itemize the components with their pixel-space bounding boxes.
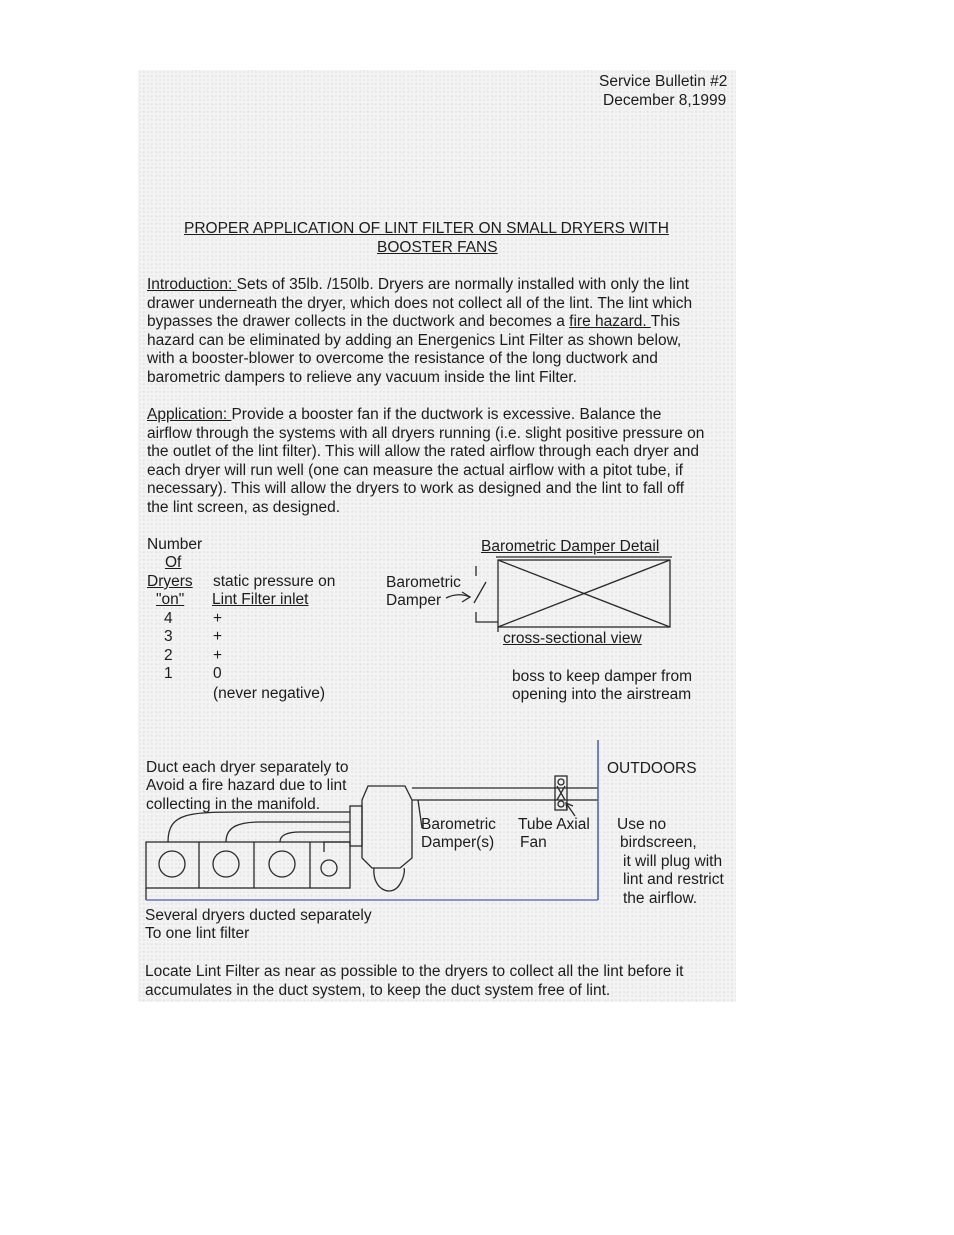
table-note: (never negative) <box>213 685 326 702</box>
birdscreen-note-1: Use no <box>617 816 667 833</box>
dryers-note-line-1: Several dryers ducted separately <box>145 907 372 924</box>
introduction-label: Introduction: <box>147 276 237 293</box>
table-cell-dryers: 4 <box>164 610 173 627</box>
application-line: the lint screen, as designed. <box>147 498 341 516</box>
bulletin-number: Service Bulletin #2 <box>599 73 728 90</box>
birdscreen-note-3: it will plug with <box>623 853 723 870</box>
damper-detail-title: Barometric Damper Detail <box>481 538 660 555</box>
damper-caption: cross-sectional view <box>503 630 642 647</box>
table-cell-pressure: + <box>213 647 223 664</box>
application-label: Application: <box>147 406 232 423</box>
closing-line: accumulates in the duct system, to keep the duct system free of lint. <box>145 981 611 999</box>
bulletin-date: December 8,1999 <box>603 92 727 109</box>
outdoors-label: OUTDOORS <box>607 760 697 777</box>
table-cell-dryers: 3 <box>164 628 173 645</box>
intro-line: This <box>650 313 681 331</box>
duct-note-line-3: collecting in the manifold. <box>146 796 321 813</box>
fire-hazard-text: fire hazard. <box>569 313 651 331</box>
table-head-on: "on" <box>156 591 185 608</box>
fan-label-1: Tube Axial <box>518 816 590 833</box>
intro-line: barometric dampers to relieve any vacuum inside the lint Filter. <box>147 368 577 386</box>
table-cell-pressure: + <box>213 628 223 645</box>
table-head-lint-filter-inlet: Lint Filter inlet <box>212 591 309 608</box>
intro-line: hazard can be eliminated by adding an Energenics Lint Filter as shown below, <box>147 331 682 349</box>
dryer-bank <box>146 842 598 900</box>
birdscreen-note-2: birdscreen, <box>620 834 697 851</box>
table-cell-pressure: + <box>213 610 223 627</box>
table-head-dryers: Dryers <box>147 573 193 590</box>
table-cell-dryers: 1 <box>164 665 173 682</box>
intro-line: bypasses the drawer collects in the ductwork and becomes a <box>147 313 570 331</box>
damper-note-line-1: boss to keep damper from <box>512 668 693 685</box>
tube-axial-fan <box>555 776 575 816</box>
intro-line: Sets of 35lb. /150lb. Dryers are normally installed with only the lint <box>236 276 689 293</box>
table-cell-dryers: 2 <box>164 647 173 664</box>
application-line: airflow through the systems with all dryers running (i.e. slight positive pressure on <box>147 424 705 442</box>
application-line: Provide a booster fan if the ductwork is excessive. Balance the <box>231 406 662 423</box>
damper-arrow <box>446 592 470 602</box>
birdscreen-note-5: the airflow. <box>623 890 698 907</box>
application-line: the outlet of the lint filter). This will allow the rated airflow through each dryer and <box>147 443 699 461</box>
intro-line: with a booster-blower to overcome the resistance of the long ductwork and <box>147 350 658 368</box>
birdscreen-note-4: lint and restrict <box>623 871 724 888</box>
application-line: necessary). This will allow the dryers to work as designed and the lint to fall off <box>147 480 685 498</box>
table-cell-pressure: 0 <box>213 665 222 682</box>
dryers-note-line-2: To one lint filter <box>145 925 250 942</box>
baro-dampers-label-2: Damper(s) <box>421 834 495 851</box>
duct-note-line-2: Avoid a fire hazard due to lint <box>146 777 347 794</box>
dryer-ducts <box>168 806 362 852</box>
table-head-number: Number <box>147 536 203 553</box>
table-head-static-pressure: static pressure on <box>213 573 336 590</box>
title-line-2: BOOSTER FANS <box>377 239 498 256</box>
damper-label-line-1: Barometric <box>386 574 461 591</box>
title-line-1: PROPER APPLICATION OF LINT FILTER ON SMALL DRYERS WITH <box>184 220 669 237</box>
baro-dampers-label-1: Barometric <box>421 816 496 833</box>
table-head-of: Of <box>165 554 182 571</box>
closing-line: Locate Lint Filter as near as possible to the dryers to collect all the lint before it <box>145 963 684 980</box>
damper-cross-section <box>474 557 672 632</box>
duct-note-line-1: Duct each dryer separately to <box>146 759 349 776</box>
damper-note-line-2: opening into the airstream <box>512 686 692 703</box>
damper-label-line-2: Damper <box>386 592 442 609</box>
fan-label-2: Fan <box>520 834 547 851</box>
intro-line: drawer underneath the dryer, which does not collect all of the lint. The lint which <box>147 294 693 312</box>
application-line: each dryer will run well (one can measure the actual airflow with a pitot tube, if <box>147 461 683 479</box>
